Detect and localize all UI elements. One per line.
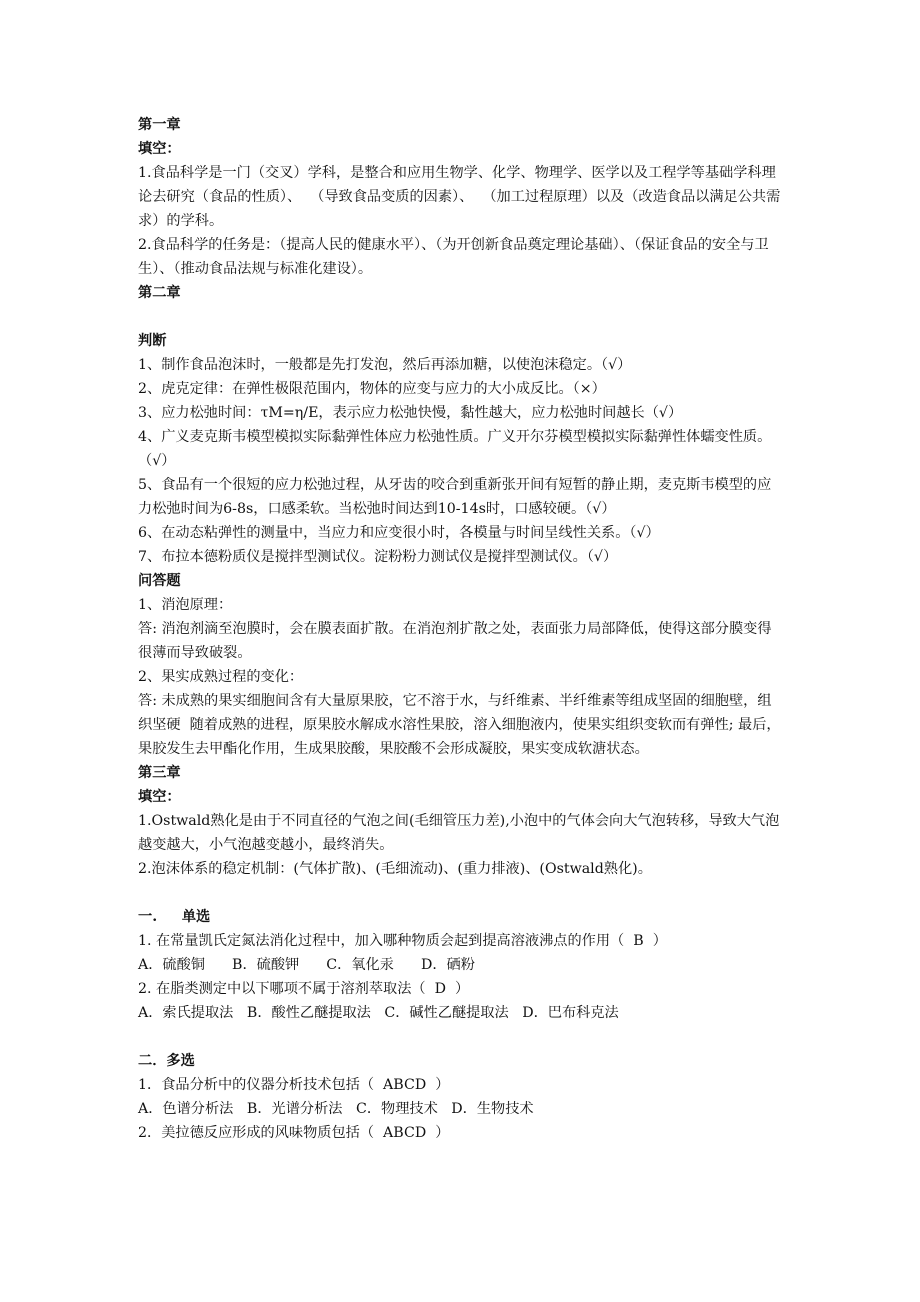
chapter1-heading: 第一章 bbox=[138, 117, 181, 133]
chapter3-fill-question-1: 1.Ostwald熟化是由于不同直径的气泡之间(毛细管压力差),小泡中的气体会向大气泡转移，导致大气泡越变越大，小气泡越变越小，最终消失。 bbox=[138, 813, 780, 853]
chapter1-fill-question-1: 1.食品科学是一门（交叉）学科，是整合和应用生物学、化学、物理学、医学以及工程学等基础学科理论去研究（食品的性质）、 （导致食品变质的因素）、 （加工过程原理）以及（改造食品以满足公共需求）的学科。 bbox=[138, 165, 781, 229]
qa1-answer: 答: 消泡剂滴至泡膜时，会在膜表面扩散。在消泡剂扩散之处，表面张力局部降低，使得这部分膜变得很薄而导致破裂。 bbox=[138, 621, 772, 661]
chapter1-fill-question-2: 2.食品科学的任务是：（提高人民的健康水平）、（为开创新食品奠定理论基础）、（保证食品的安全与卫生）、（推动食品法规与标准化建设）。 bbox=[138, 237, 769, 277]
chapter1-fill-heading: 填空： bbox=[138, 141, 181, 157]
chapter3-fill-question-2: 2.泡沫体系的稳定机制：(气体扩散)、(毛细流动)、(重力排液)、(Ostwald熟化)。 bbox=[138, 861, 652, 877]
multi-choice-question-1: 1．食品分析中的仪器分析技术包括（ ABCD ） bbox=[138, 1077, 450, 1093]
chapter2-judge-heading: 判断 bbox=[138, 333, 167, 349]
multi-choice-heading: 二．多选 bbox=[138, 1053, 195, 1069]
single-choice-question-2: 2. 在脂类测定中以下哪项不属于溶剂萃取法（ D ） bbox=[138, 981, 470, 997]
judge-item-4: 4、广义麦克斯韦模型模拟实际黏弹性体应力松弛性质。广义开尔芬模型模拟实际黏弹性体蠕变性质。（√） bbox=[138, 429, 772, 469]
qa1-title: 1、消泡原理： bbox=[138, 597, 233, 613]
spacer bbox=[138, 881, 783, 905]
spacer bbox=[138, 305, 783, 329]
chapter3-heading: 第三章 bbox=[138, 765, 181, 781]
chapter2-heading: 第二章 bbox=[138, 285, 181, 301]
judge-item-3: 3、应力松弛时间：τM=η/E，表示应力松弛快慢，黏性越大，应力松弛时间越长（√） bbox=[138, 405, 683, 421]
single-choice-heading: 一. 单选 bbox=[138, 909, 211, 925]
judge-item-6: 6、在动态粘弹性的测量中，当应力和应变很小时，各模量与时间呈线性关系。（√） bbox=[138, 525, 660, 541]
judge-item-1: 1、制作食品泡沫时，一般都是先打发泡，然后再添加糖，以使泡沫稳定。（√） bbox=[138, 357, 632, 373]
chapter2-qa-heading: 问答题 bbox=[138, 573, 181, 589]
judge-item-2: 2、虎克定律：在弹性极限范围内，物体的应变与应力的大小成反比。（×） bbox=[138, 381, 606, 397]
document-body bbox=[138, 113, 783, 1145]
spacer bbox=[138, 1025, 783, 1049]
judge-item-5: 5、食品有一个很短的应力松弛过程，从牙齿的咬合到重新张开间有短暂的静止期，麦克斯韦模型的应力松弛时间为6-8s，口感柔软。当松弛时间达到10-14s时，口感较硬。（√） bbox=[138, 477, 772, 517]
single-choice-options-2: A．索氏提取法 B．酸性乙醚提取法 C．碱性乙醚提取法 D．巴布科克法 bbox=[138, 1005, 619, 1021]
qa2-answer: 答: 未成熟的果实细胞间含有大量原果胶，它不溶于水，与纤维素、半纤维素等组成坚固的细胞壁，组织坚硬 随着成熟的进程，原果胶水解成水溶性果胶，溶入细胞液内，使果实组织变软而有弹性; 最后，果胶发生去甲酯化作用，生成果胶酸，果胶酸不会形成凝胶，果实变成软溏状态。 bbox=[138, 693, 781, 757]
multi-choice-question-2: 2．美拉德反应形成的风味物质包括（ ABCD ） bbox=[138, 1125, 450, 1141]
single-choice-question-1: 1. 在常量凯氏定氮法消化过程中，加入哪种物质会起到提高溶液沸点的作用（ B ） bbox=[138, 933, 667, 949]
single-choice-options-1: A．硫酸铜 B．硫酸钾 C．氧化汞 D．硒粉 bbox=[138, 957, 475, 973]
judge-item-7: 7、布拉本德粉质仪是搅拌型测试仪。淀粉粉力测试仪是搅拌型测试仪。（√） bbox=[138, 549, 618, 565]
chapter3-fill-heading: 填空： bbox=[138, 789, 181, 805]
qa2-title: 2、果实成熟过程的变化： bbox=[138, 669, 304, 685]
multi-choice-options-1: A．色谱分析法 B．光谱分析法 C．物理技术 D．生物技术 bbox=[138, 1101, 534, 1117]
